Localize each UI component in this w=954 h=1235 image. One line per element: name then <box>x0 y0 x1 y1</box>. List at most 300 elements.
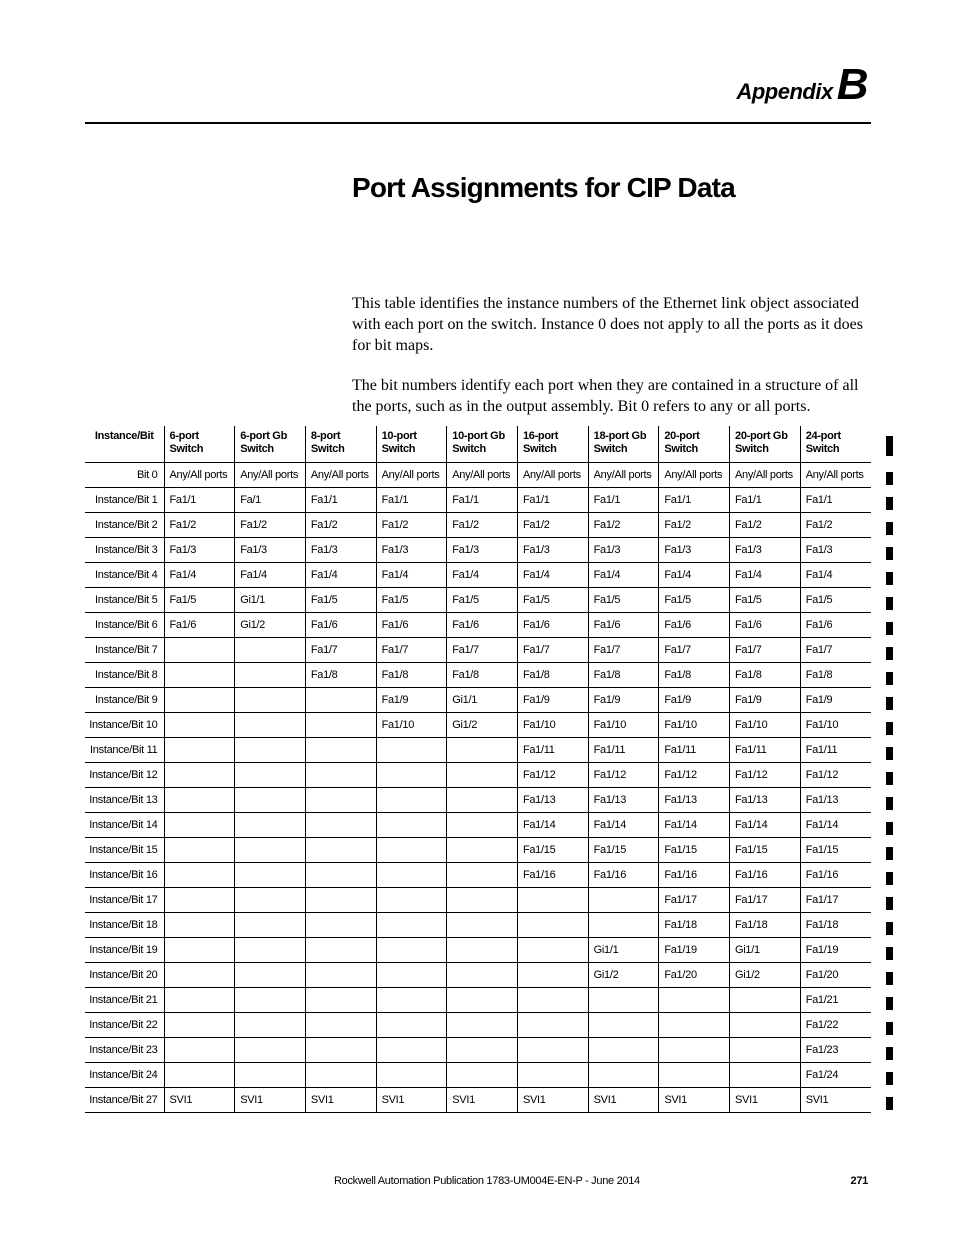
table-cell: Fa1/2 <box>659 512 730 537</box>
row-label: Instance/Bit 13 <box>85 787 164 812</box>
column-header-line: 20-port <box>664 430 700 442</box>
table-cell: Fa1/5 <box>730 587 801 612</box>
row-label: Instance/Bit 18 <box>85 912 164 937</box>
table-cell <box>376 987 447 1012</box>
table-cell: Fa1/17 <box>730 887 801 912</box>
table-cell: Any/All ports <box>376 462 447 487</box>
thumb-index-marker <box>886 997 893 1010</box>
row-label: Instance/Bit 19 <box>85 937 164 962</box>
row-label: Instance/Bit 6 <box>85 612 164 637</box>
table-cell: Fa1/11 <box>588 737 659 762</box>
thumb-index-marker <box>886 947 893 960</box>
table-cell: Fa1/9 <box>730 687 801 712</box>
table-cell: Fa1/2 <box>588 512 659 537</box>
column-header-line: 16-port <box>522 430 559 442</box>
table-cell <box>588 912 659 937</box>
table-cell <box>164 637 235 662</box>
column-header-line: Instance/Bit <box>94 430 154 442</box>
table-cell <box>447 762 518 787</box>
table-row <box>85 762 871 787</box>
table-cell <box>235 1037 306 1062</box>
table-cell: Fa1/3 <box>730 537 801 562</box>
table-cell <box>588 1062 659 1087</box>
row-label: Instance/Bit 11 <box>85 737 164 762</box>
table-cell: Fa1/10 <box>517 712 588 737</box>
table-cell <box>164 812 235 837</box>
table-cell: Fa1/13 <box>517 787 588 812</box>
table-cell <box>730 987 801 1012</box>
thumb-index-marker <box>886 1097 893 1110</box>
column-header-line: 20-port Gb <box>735 430 788 442</box>
row-label: Instance/Bit 2 <box>85 512 164 537</box>
table-row <box>85 1062 871 1087</box>
table-cell: Fa1/4 <box>376 562 447 587</box>
table-cell: Fa1/7 <box>659 637 730 662</box>
table-cell: Fa1/4 <box>659 562 730 587</box>
table-cell <box>164 687 235 712</box>
table-cell <box>376 837 447 862</box>
table-cell: SVI1 <box>800 1087 871 1112</box>
table-cell <box>376 787 447 812</box>
table-cell <box>376 962 447 987</box>
table-cell <box>305 1037 376 1062</box>
table-row <box>85 987 871 1012</box>
thumb-index-marker <box>886 597 893 610</box>
table-cell <box>730 1037 801 1062</box>
table-cell: Fa1/15 <box>588 837 659 862</box>
table-cell <box>164 737 235 762</box>
thumb-index-marker <box>886 522 893 535</box>
table-cell: Fa1/17 <box>659 887 730 912</box>
table-row <box>85 812 871 837</box>
column-header <box>730 426 801 462</box>
table-cell: Any/All ports <box>588 462 659 487</box>
table-cell <box>659 1062 730 1087</box>
table-cell: SVI1 <box>517 1087 588 1112</box>
table-cell: Fa1/23 <box>800 1037 871 1062</box>
bit-numbers-paragraph: The bit numbers identify each port when they are contained in a structure of all the ports, such as in the output assembly. Bit 0 refers to any or all ports. <box>352 377 859 415</box>
table-cell: Fa1/1 <box>800 487 871 512</box>
table-cell: Fa1/2 <box>517 512 588 537</box>
thumb-index-marker <box>886 472 893 485</box>
table-cell: Fa1/2 <box>164 512 235 537</box>
table-row <box>85 1037 871 1062</box>
table-cell: Fa1/16 <box>588 862 659 887</box>
table-cell: Fa1/13 <box>588 787 659 812</box>
table-cell: Fa1/3 <box>659 537 730 562</box>
thumb-index-marker <box>886 1022 893 1035</box>
row-label: Instance/Bit 16 <box>85 862 164 887</box>
table-cell <box>376 1012 447 1037</box>
thumb-index-marker <box>886 572 893 585</box>
row-label: Instance/Bit 23 <box>85 1037 164 1062</box>
table-cell: Fa1/20 <box>659 962 730 987</box>
table-cell <box>376 737 447 762</box>
table-cell: Fa1/8 <box>305 662 376 687</box>
table-cell: Fa1/1 <box>164 487 235 512</box>
table-cell <box>376 1037 447 1062</box>
table-cell <box>305 787 376 812</box>
row-label: Instance/Bit 27 <box>85 1087 164 1112</box>
table-cell <box>447 1062 518 1087</box>
table-cell <box>730 1012 801 1037</box>
publication-info: Rockwell Automation Publication 1783-UM004E-EN-P - June 2014 <box>334 1175 640 1187</box>
table-row <box>85 537 871 562</box>
row-label: Bit 0 <box>85 462 164 487</box>
table-cell <box>235 787 306 812</box>
table-cell: Gi1/1 <box>447 687 518 712</box>
table-cell <box>164 1012 235 1037</box>
table-cell <box>235 662 306 687</box>
table-cell <box>447 887 518 912</box>
table-cell: Fa1/1 <box>588 487 659 512</box>
table-cell: Fa1/1 <box>376 487 447 512</box>
column-header-line: Switch <box>452 443 486 455</box>
table-cell <box>730 1062 801 1087</box>
table-cell <box>659 987 730 1012</box>
table-cell: Gi1/1 <box>588 937 659 962</box>
appendix-heading <box>736 60 868 110</box>
thumb-index-marker <box>886 697 893 710</box>
table-cell: Fa1/5 <box>517 587 588 612</box>
table-row <box>85 637 871 662</box>
table-cell: Fa1/11 <box>730 737 801 762</box>
column-header <box>659 426 730 462</box>
table-cell <box>305 837 376 862</box>
table-cell: Gi1/1 <box>730 937 801 962</box>
column-header-line: Switch <box>381 443 416 455</box>
table-cell: Fa1/8 <box>730 662 801 687</box>
table-cell: Gi1/2 <box>588 962 659 987</box>
table-cell: Fa1/4 <box>800 562 871 587</box>
table-cell: Fa1/5 <box>659 587 730 612</box>
table-cell <box>305 687 376 712</box>
table-cell <box>376 937 447 962</box>
table-cell <box>235 887 306 912</box>
thumb-index-marker <box>886 772 893 785</box>
table-cell: Fa1/18 <box>730 912 801 937</box>
column-header-line: Switch <box>593 443 628 455</box>
table-cell: SVI1 <box>376 1087 447 1112</box>
table-cell: Fa1/6 <box>659 612 730 637</box>
thumb-index-marker <box>886 747 893 760</box>
table-row <box>85 712 871 737</box>
table-cell: Fa1/12 <box>659 762 730 787</box>
thumb-index-marker <box>886 1072 893 1085</box>
table-cell <box>164 762 235 787</box>
column-header <box>305 426 376 462</box>
table-cell: Fa1/9 <box>376 687 447 712</box>
table-cell <box>588 987 659 1012</box>
table-cell: Fa1/19 <box>800 937 871 962</box>
table-cell: Fa1/7 <box>800 637 871 662</box>
table-cell: Fa1/15 <box>800 837 871 862</box>
table-cell: Gi1/2 <box>730 962 801 987</box>
row-label: Instance/Bit 14 <box>85 812 164 837</box>
table-cell: Fa1/10 <box>376 712 447 737</box>
table-cell: Fa1/16 <box>659 862 730 887</box>
table-row <box>85 912 871 937</box>
thumb-index-marker <box>886 547 893 560</box>
table-cell: Fa1/6 <box>164 612 235 637</box>
table-cell <box>164 987 235 1012</box>
table-cell: Fa1/10 <box>730 712 801 737</box>
table-cell: Fa1/15 <box>517 837 588 862</box>
table-cell <box>305 887 376 912</box>
table-cell: Any/All ports <box>517 462 588 487</box>
column-header-line: 10-port <box>381 430 417 442</box>
table-cell <box>517 987 588 1012</box>
table-cell: Fa1/5 <box>800 587 871 612</box>
table-cell: Fa1/3 <box>588 537 659 562</box>
table-cell <box>447 787 518 812</box>
table-cell <box>447 1037 518 1062</box>
table-cell <box>164 962 235 987</box>
table-cell <box>235 762 306 787</box>
thumb-index-marker <box>886 897 893 910</box>
table-cell <box>164 887 235 912</box>
table-cell <box>305 912 376 937</box>
table-cell: Fa1/16 <box>730 862 801 887</box>
column-header-line: Switch <box>240 443 274 455</box>
thumb-index-marker <box>886 872 893 885</box>
table-cell: Fa1/14 <box>517 812 588 837</box>
thumb-index-marker <box>886 797 893 810</box>
table-cell: Fa1/15 <box>730 837 801 862</box>
table-row <box>85 737 871 762</box>
table-cell: Fa1/7 <box>588 637 659 662</box>
table-cell: Fa1/4 <box>164 562 235 587</box>
table-cell <box>235 1062 306 1087</box>
table-cell <box>376 1062 447 1087</box>
thumb-index-marker <box>886 922 893 935</box>
table-cell <box>305 987 376 1012</box>
table-cell: Fa1/5 <box>447 587 518 612</box>
table-cell <box>305 762 376 787</box>
table-cell <box>164 712 235 737</box>
table-cell <box>235 812 306 837</box>
port-assignment-table <box>85 426 871 1113</box>
table-cell: Fa1/16 <box>517 862 588 887</box>
table-cell <box>164 912 235 937</box>
table-cell <box>447 837 518 862</box>
table-cell: Fa1/3 <box>376 537 447 562</box>
table-row <box>85 1012 871 1037</box>
table-cell: SVI1 <box>235 1087 306 1112</box>
table-row <box>85 1087 871 1112</box>
table-cell: Fa1/13 <box>800 787 871 812</box>
table-cell: Fa1/5 <box>164 587 235 612</box>
thumb-index-marker <box>886 647 893 660</box>
table-cell <box>447 962 518 987</box>
table-cell: Fa1/6 <box>376 612 447 637</box>
table-cell <box>235 987 306 1012</box>
column-header <box>447 426 518 462</box>
table-cell <box>376 762 447 787</box>
table-cell: Fa1/17 <box>800 887 871 912</box>
table-cell: Any/All ports <box>659 462 730 487</box>
row-label: Instance/Bit 17 <box>85 887 164 912</box>
table-row <box>85 487 871 512</box>
column-header <box>588 426 659 462</box>
table-cell <box>517 1037 588 1062</box>
table-cell <box>235 837 306 862</box>
row-label: Instance/Bit 3 <box>85 537 164 562</box>
table-row <box>85 862 871 887</box>
table-cell: Fa1/5 <box>305 587 376 612</box>
table-cell <box>235 862 306 887</box>
column-header-line: Switch <box>805 443 840 455</box>
table-cell: Any/All ports <box>235 462 306 487</box>
table-cell <box>517 1012 588 1037</box>
table-cell: Fa1/8 <box>517 662 588 687</box>
table-cell: SVI1 <box>447 1087 518 1112</box>
table-cell: Fa1/1 <box>447 487 518 512</box>
table-cell: Gi1/2 <box>447 712 518 737</box>
column-header-line: 24-port <box>805 430 841 442</box>
table-cell: Fa1/11 <box>800 737 871 762</box>
thumb-index-marker <box>886 436 893 456</box>
table-cell: Fa1/21 <box>800 987 871 1012</box>
table-cell <box>235 637 306 662</box>
table-cell: Fa1/12 <box>730 762 801 787</box>
table-cell: Fa1/4 <box>588 562 659 587</box>
table-row <box>85 587 871 612</box>
table-cell: Fa1/11 <box>659 737 730 762</box>
thumb-index-marker <box>886 972 893 985</box>
table-cell: Fa1/4 <box>730 562 801 587</box>
table-cell: Fa1/6 <box>800 612 871 637</box>
column-header-line: 6-port <box>169 430 199 442</box>
table-row <box>85 962 871 987</box>
table-cell: Fa1/1 <box>517 487 588 512</box>
page-number: 271 <box>850 1175 868 1187</box>
table-cell <box>305 1062 376 1087</box>
table-cell <box>447 862 518 887</box>
table-cell: Fa1/1 <box>305 487 376 512</box>
table-cell <box>517 912 588 937</box>
table-cell <box>305 1012 376 1037</box>
table-cell: Fa1/6 <box>517 612 588 637</box>
thumb-index-marker <box>886 1047 893 1060</box>
table-cell <box>235 962 306 987</box>
table-cell: SVI1 <box>659 1087 730 1112</box>
table-cell <box>235 1012 306 1037</box>
table-cell: Fa1/4 <box>517 562 588 587</box>
thumb-index-marker <box>886 672 893 685</box>
table-cell: Fa1/10 <box>659 712 730 737</box>
table-cell: Fa1/10 <box>800 712 871 737</box>
table-cell: Fa1/3 <box>235 537 306 562</box>
column-header <box>85 426 164 462</box>
table-cell <box>235 937 306 962</box>
appendix-word: Appendix <box>736 79 833 104</box>
column-header <box>517 426 588 462</box>
table-cell: Fa1/8 <box>376 662 447 687</box>
table-row <box>85 937 871 962</box>
table-row <box>85 462 871 487</box>
table-cell: Fa1/3 <box>800 537 871 562</box>
row-label: Instance/Bit 8 <box>85 662 164 687</box>
column-header-line: Switch <box>522 443 557 455</box>
table-cell: Fa1/2 <box>376 512 447 537</box>
table-cell <box>517 962 588 987</box>
row-label: Instance/Bit 7 <box>85 637 164 662</box>
table-cell: Fa1/3 <box>517 537 588 562</box>
table-row <box>85 787 871 812</box>
table-cell <box>447 937 518 962</box>
table-cell <box>164 862 235 887</box>
table-cell <box>517 937 588 962</box>
table-row <box>85 687 871 712</box>
table-cell: Fa1/15 <box>659 837 730 862</box>
column-header <box>164 426 235 462</box>
table-cell <box>588 887 659 912</box>
table-cell <box>447 987 518 1012</box>
row-label: Instance/Bit 4 <box>85 562 164 587</box>
table-cell <box>164 1062 235 1087</box>
table-cell: Any/All ports <box>164 462 235 487</box>
thumb-index-marker <box>886 822 893 835</box>
header-rule <box>85 122 871 124</box>
column-header-line: 8-port <box>310 430 341 442</box>
table-row <box>85 562 871 587</box>
table-cell: SVI1 <box>588 1087 659 1112</box>
table-cell: Fa1/11 <box>517 737 588 762</box>
row-label: Instance/Bit 5 <box>85 587 164 612</box>
table-cell: Fa1/10 <box>588 712 659 737</box>
column-header-line: 10-port Gb <box>452 430 505 442</box>
column-header-line: Switch <box>735 443 769 455</box>
table-cell: Any/All ports <box>800 462 871 487</box>
table-cell <box>376 862 447 887</box>
table-cell <box>447 812 518 837</box>
table-cell: Fa1/8 <box>800 662 871 687</box>
table-cell: Fa1/5 <box>588 587 659 612</box>
table-cell: Fa1/2 <box>447 512 518 537</box>
table-cell: Fa1/18 <box>800 912 871 937</box>
row-label: Instance/Bit 21 <box>85 987 164 1012</box>
table-cell <box>164 787 235 812</box>
table-cell: Gi1/1 <box>235 587 306 612</box>
table-cell <box>376 912 447 937</box>
table-cell: Fa1/7 <box>447 637 518 662</box>
table-cell: Fa1/6 <box>588 612 659 637</box>
intro-paragraph: This table identifies the instance numbers of the Ethernet link object associated with each port on the switch. Instance 0 does not apply to all the ports as it does for bit maps. <box>352 295 863 354</box>
appendix-letter: B <box>836 60 868 109</box>
table-cell: Fa1/8 <box>659 662 730 687</box>
table-cell: Fa1/4 <box>305 562 376 587</box>
table-cell: Fa1/7 <box>376 637 447 662</box>
table-cell: Fa1/19 <box>659 937 730 962</box>
table-cell <box>659 1037 730 1062</box>
column-header-line: 6-port Gb <box>240 430 287 442</box>
thumb-index-marker <box>886 847 893 860</box>
table-cell: Fa1/20 <box>800 962 871 987</box>
table-row <box>85 887 871 912</box>
table-cell: Fa1/1 <box>659 487 730 512</box>
thumb-index-marker <box>886 722 893 735</box>
table-cell: Fa1/2 <box>235 512 306 537</box>
table-cell: Fa1/7 <box>305 637 376 662</box>
table-cell: Fa1/13 <box>659 787 730 812</box>
table-cell <box>376 887 447 912</box>
table-cell <box>164 662 235 687</box>
table-cell: Gi1/2 <box>235 612 306 637</box>
column-header <box>376 426 447 462</box>
table-cell: Fa1/6 <box>305 612 376 637</box>
column-header-line: Switch <box>310 443 345 455</box>
